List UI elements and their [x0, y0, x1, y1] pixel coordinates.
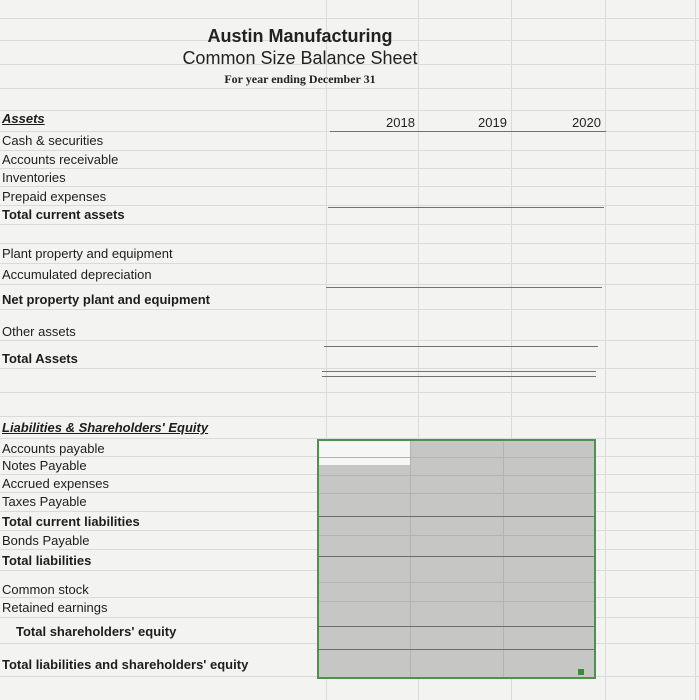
gridline [0, 205, 699, 206]
range-gridline [319, 457, 594, 458]
year-header-2018[interactable]: 2018 [386, 115, 415, 130]
year-header-2019[interactable]: 2019 [478, 115, 507, 130]
row-label[interactable]: Retained earnings [2, 600, 108, 615]
row-label[interactable]: Bonds Payable [2, 533, 90, 548]
company-name[interactable]: Austin Manufacturing [207, 26, 393, 46]
row-label-total[interactable]: Total shareholders' equity [16, 624, 177, 639]
subtotal-rule [319, 516, 594, 517]
row-label-total[interactable]: Total Assets [2, 351, 78, 366]
subtotal-rule [328, 207, 604, 208]
range-gridline [503, 441, 504, 677]
row-label[interactable]: Accrued expenses [2, 476, 109, 491]
active-cell[interactable] [319, 441, 411, 465]
gridline [0, 150, 699, 151]
range-gridline [319, 475, 594, 476]
header-underline [330, 131, 606, 132]
gridline [0, 18, 699, 19]
row-label[interactable]: Accounts payable [2, 441, 105, 456]
row-label[interactable]: Cash & securities [2, 133, 104, 148]
gridline [0, 224, 699, 225]
row-label-total[interactable]: Net property plant and equipment [2, 292, 211, 307]
row-label[interactable]: Accounts receivable [2, 152, 119, 167]
gridline [695, 0, 696, 700]
liabilities-heading[interactable]: Liabilities & Shareholders' Equity [2, 420, 209, 435]
gridline [0, 88, 699, 89]
gridline [0, 392, 699, 393]
gridline [0, 368, 699, 369]
selected-cell-range[interactable] [317, 439, 596, 679]
range-gridline [319, 493, 594, 494]
range-gridline [410, 441, 411, 677]
gridline [0, 186, 699, 187]
row-label-total[interactable]: Total liabilities [2, 553, 92, 568]
range-gridline [319, 582, 594, 583]
total-double-rule [322, 371, 596, 377]
row-label-total[interactable]: Total current assets [2, 207, 125, 222]
period-label[interactable]: For year ending December 31 [224, 72, 376, 86]
subtotal-rule [324, 346, 598, 347]
gridline [0, 168, 699, 169]
gridline [0, 309, 699, 310]
subtotal-rule [326, 287, 602, 288]
gridline [605, 0, 606, 700]
year-header-2020[interactable]: 2020 [572, 115, 601, 130]
range-gridline [319, 535, 594, 536]
gridline [0, 284, 699, 285]
row-label-grand-total[interactable]: Total liabilities and shareholders' equity [2, 657, 249, 672]
row-label[interactable]: Common stock [2, 582, 89, 597]
gridline [0, 416, 699, 417]
subtotal-rule [319, 626, 594, 627]
row-label[interactable]: Other assets [2, 324, 76, 339]
row-label[interactable]: Plant property and equipment [2, 246, 173, 261]
subtotal-rule [319, 556, 594, 557]
assets-heading[interactable]: Assets [2, 111, 45, 126]
row-label[interactable]: Taxes Payable [2, 494, 87, 509]
row-label[interactable]: Notes Payable [2, 458, 87, 473]
fill-handle[interactable] [578, 669, 584, 675]
total-rule [319, 649, 594, 650]
row-label-total[interactable]: Total current liabilities [2, 514, 140, 529]
gridline [0, 263, 699, 264]
row-label[interactable]: Accumulated depreciation [2, 267, 152, 282]
gridline [0, 110, 699, 111]
gridline [0, 243, 699, 244]
statement-title[interactable]: Common Size Balance Sheet [182, 48, 418, 68]
row-label[interactable]: Prepaid expenses [2, 189, 107, 204]
row-label[interactable]: Inventories [2, 170, 66, 185]
gridline [0, 340, 699, 341]
range-gridline [319, 601, 594, 602]
